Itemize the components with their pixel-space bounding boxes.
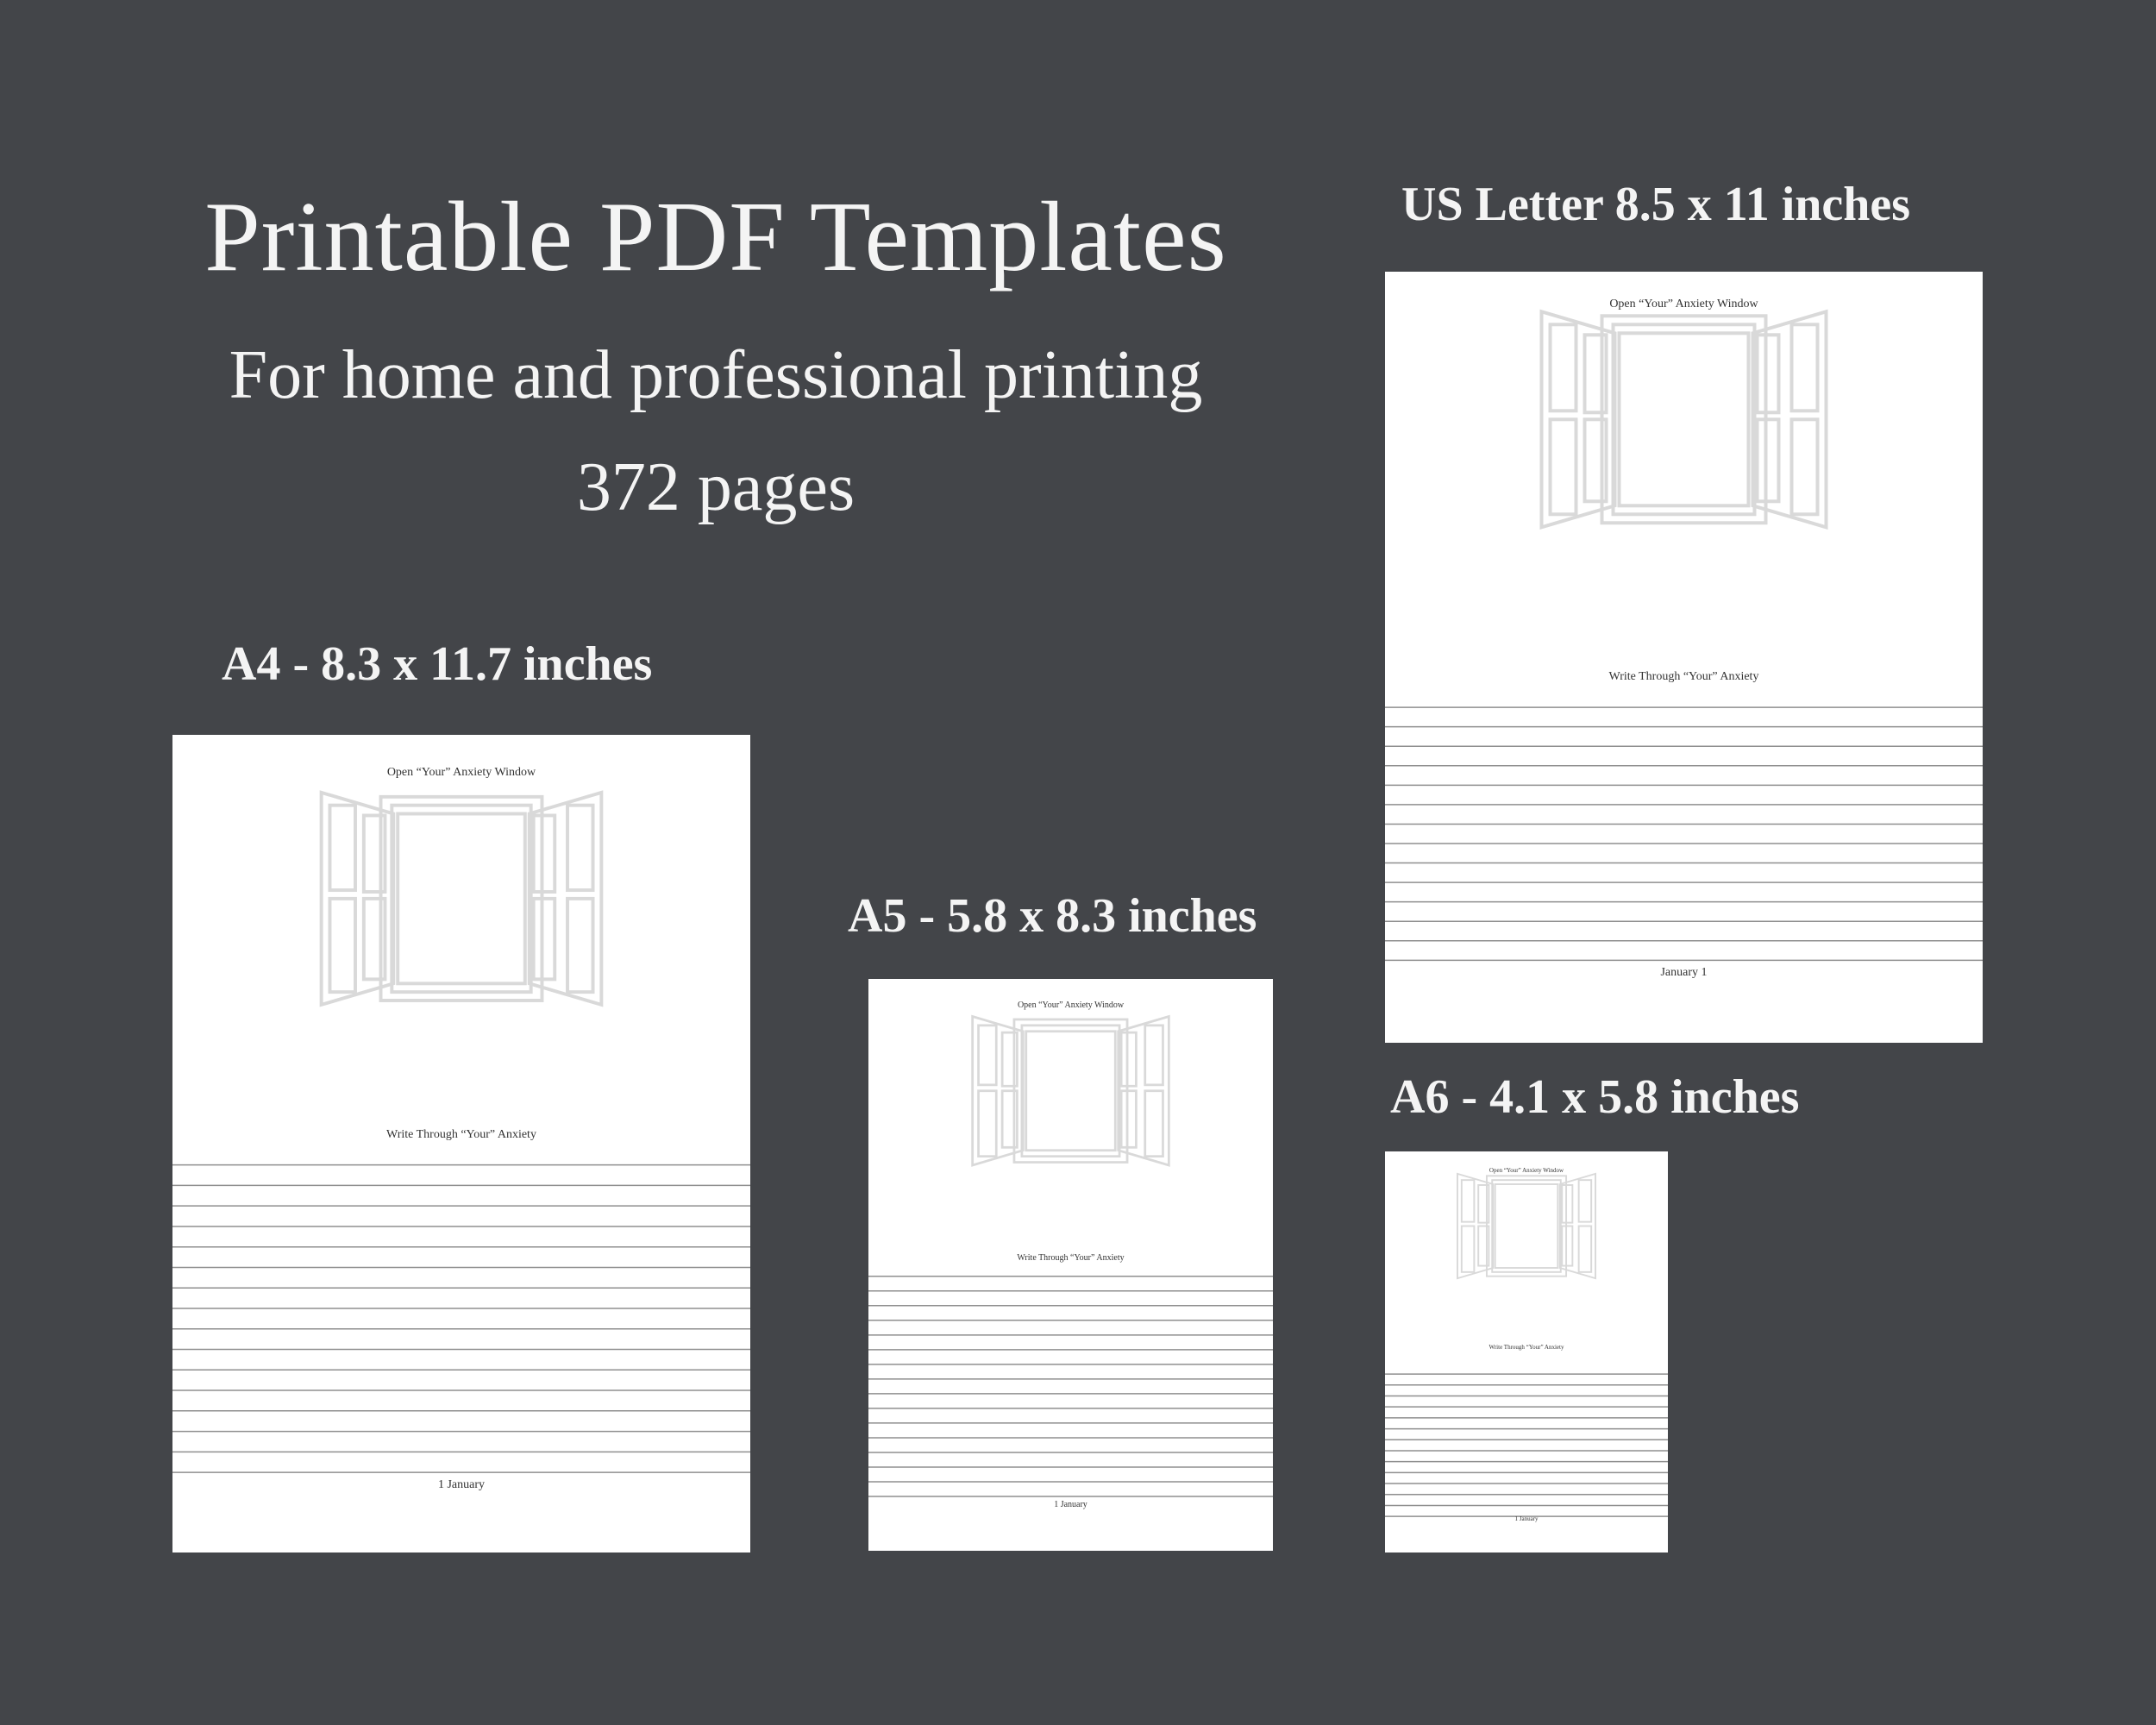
ruled-lines: [868, 979, 1273, 1551]
ruled-lines: [1385, 1151, 1668, 1552]
page-header-text: Open “Your” Anxiety Window: [386, 766, 536, 779]
us-letter-size-label: US Letter 8.5 x 11 inches: [1401, 178, 1911, 231]
page-prompt-text: Write Through “Your” Anxiety: [1017, 1253, 1125, 1263]
page-date: 1 January: [437, 1478, 486, 1491]
page-header-text: Open “Your” Anxiety Window: [1609, 298, 1758, 310]
a5-page-preview: [868, 979, 1273, 1551]
us-letter-page-preview: [1385, 272, 1983, 1043]
a4-page-preview: [172, 735, 750, 1552]
page-header-text: Open “Your” Anxiety Window: [1489, 1167, 1564, 1174]
page-count: 372 pages: [576, 449, 856, 525]
subtitle: For home and professional printing: [229, 337, 1203, 413]
ruled-lines: [1385, 272, 1983, 1043]
a6-size-label: A6 - 4.1 x 5.8 inches: [1390, 1070, 1800, 1124]
a4-size-label: A4 - 8.3 x 11.7 inches: [222, 637, 653, 691]
page-prompt-text: Write Through “Your” Anxiety: [1608, 670, 1759, 683]
page-prompt-text: Write Through “Your” Anxiety: [386, 1128, 536, 1141]
ruled-lines: [172, 735, 750, 1552]
page-date: 1 January: [1514, 1515, 1539, 1522]
a6-page-preview: [1385, 1151, 1668, 1552]
page-date: 1 January: [1054, 1500, 1087, 1509]
a5-size-label: A5 - 5.8 x 8.3 inches: [848, 889, 1257, 943]
page-header-text: Open “Your” Anxiety Window: [1017, 1000, 1125, 1010]
page-title: Printable PDF Templates: [204, 182, 1227, 292]
page-prompt-text: Write Through “Your” Anxiety: [1489, 1344, 1564, 1351]
page-date: January 1: [1660, 966, 1708, 979]
